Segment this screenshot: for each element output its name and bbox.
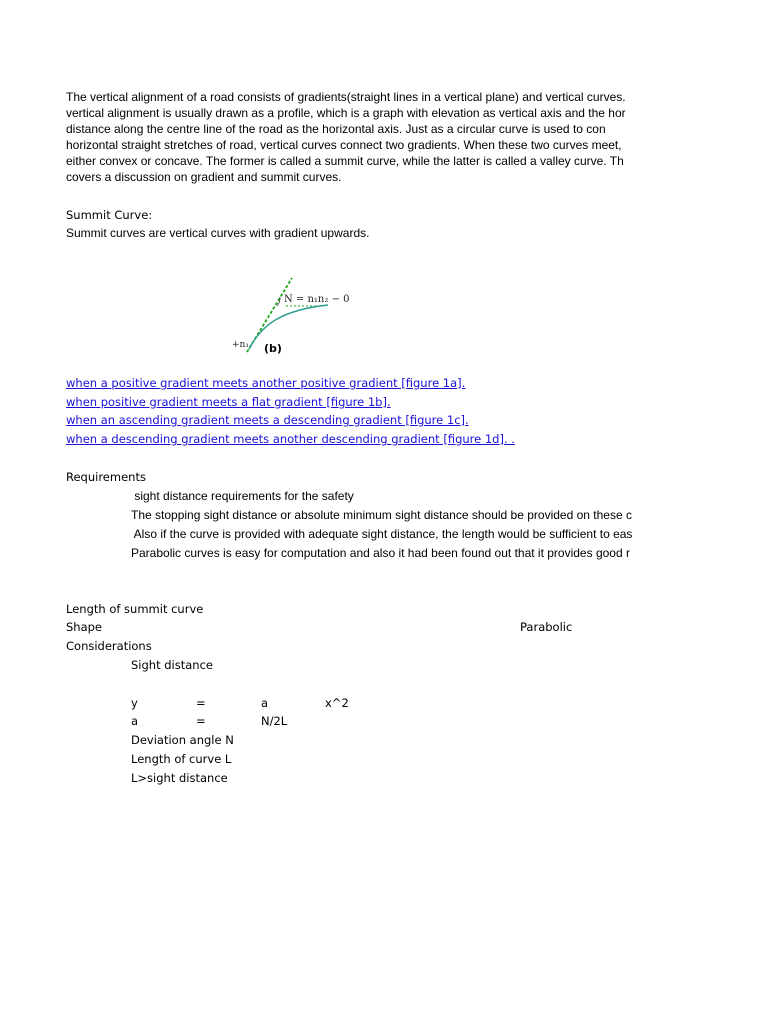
link-figure-1c[interactable]: when an ascending gradient meets a descending gradient [figure 1c]. (66, 413, 469, 427)
summit-curve-description: Summit curves are vertical curves with gradient upwards. (66, 226, 370, 240)
summit-curve-heading: Summit Curve: (66, 208, 153, 222)
gradient-label: +n₁ (232, 340, 249, 350)
formula-text: N = n₁n₂ − 0 (284, 294, 350, 305)
length-heading: Length of summit curve (66, 602, 204, 616)
eq1-rhs: a (261, 696, 269, 710)
condition-label: L>sight distance (131, 771, 228, 785)
intro-line: distance along the centre line of the road as the horizontal axis. Just as a circular curve is used to con (66, 122, 606, 136)
summit-curve-figure (230, 272, 360, 360)
requirement-item: sight distance requirements for the safety (131, 489, 354, 503)
link-figure-1a[interactable]: when a positive gradient meets another positive gradient [figure 1a]. (66, 376, 466, 390)
intro-line: The vertical alignment of a road consists of gradients(straight lines in a vertical plane) and vertical curves. (66, 90, 626, 104)
link-figure-1d[interactable]: when a descending gradient meets another descending gradient [figure 1d]. . (66, 432, 515, 446)
intro-line: horizontal straight stretches of road, vertical curves connect two gradients. When these two curves meet, (66, 138, 622, 152)
eq2-rhs: N/2L (261, 714, 288, 728)
requirements-heading: Requirements (66, 470, 146, 484)
shape-value: Parabolic (520, 620, 573, 634)
figure-caption: (b) (264, 342, 282, 355)
intro-line: covers a discussion on gradient and summit curves. (66, 170, 342, 184)
summit-curve-path (249, 305, 328, 349)
eq1-op: = (196, 696, 206, 710)
requirement-item: Parabolic curves is easy for computation and also it had been found out that it provides good r (131, 546, 630, 560)
eq2-op: = (196, 714, 206, 728)
length-of-curve-label: Length of curve L (131, 752, 232, 766)
intro-line: either convex or concave. The former is called a summit curve, while the latter is called a valley curve. Th (66, 154, 624, 168)
requirement-item: The stopping sight distance or absolute minimum sight distance should be provided on these c (131, 508, 632, 522)
link-figure-1b[interactable]: when positive gradient meets a flat gradient [figure 1b]. (66, 395, 391, 409)
shape-label: Shape (66, 620, 103, 634)
deviation-angle-label: Deviation angle N (131, 733, 234, 747)
sight-distance-label: Sight distance (131, 658, 213, 672)
eq2-lhs: a (131, 714, 139, 728)
eq1-lhs: y (131, 696, 138, 710)
considerations-label: Considerations (66, 639, 152, 653)
intro-line: vertical alignment is usually drawn as a profile, which is a graph with elevation as vertical axis and the hor (66, 106, 626, 120)
requirement-item: Also if the curve is provided with adequate sight distance, the length would be sufficient to eas (131, 527, 633, 541)
figure-graphic (230, 272, 360, 360)
eq1-extra: x^2 (325, 696, 349, 710)
